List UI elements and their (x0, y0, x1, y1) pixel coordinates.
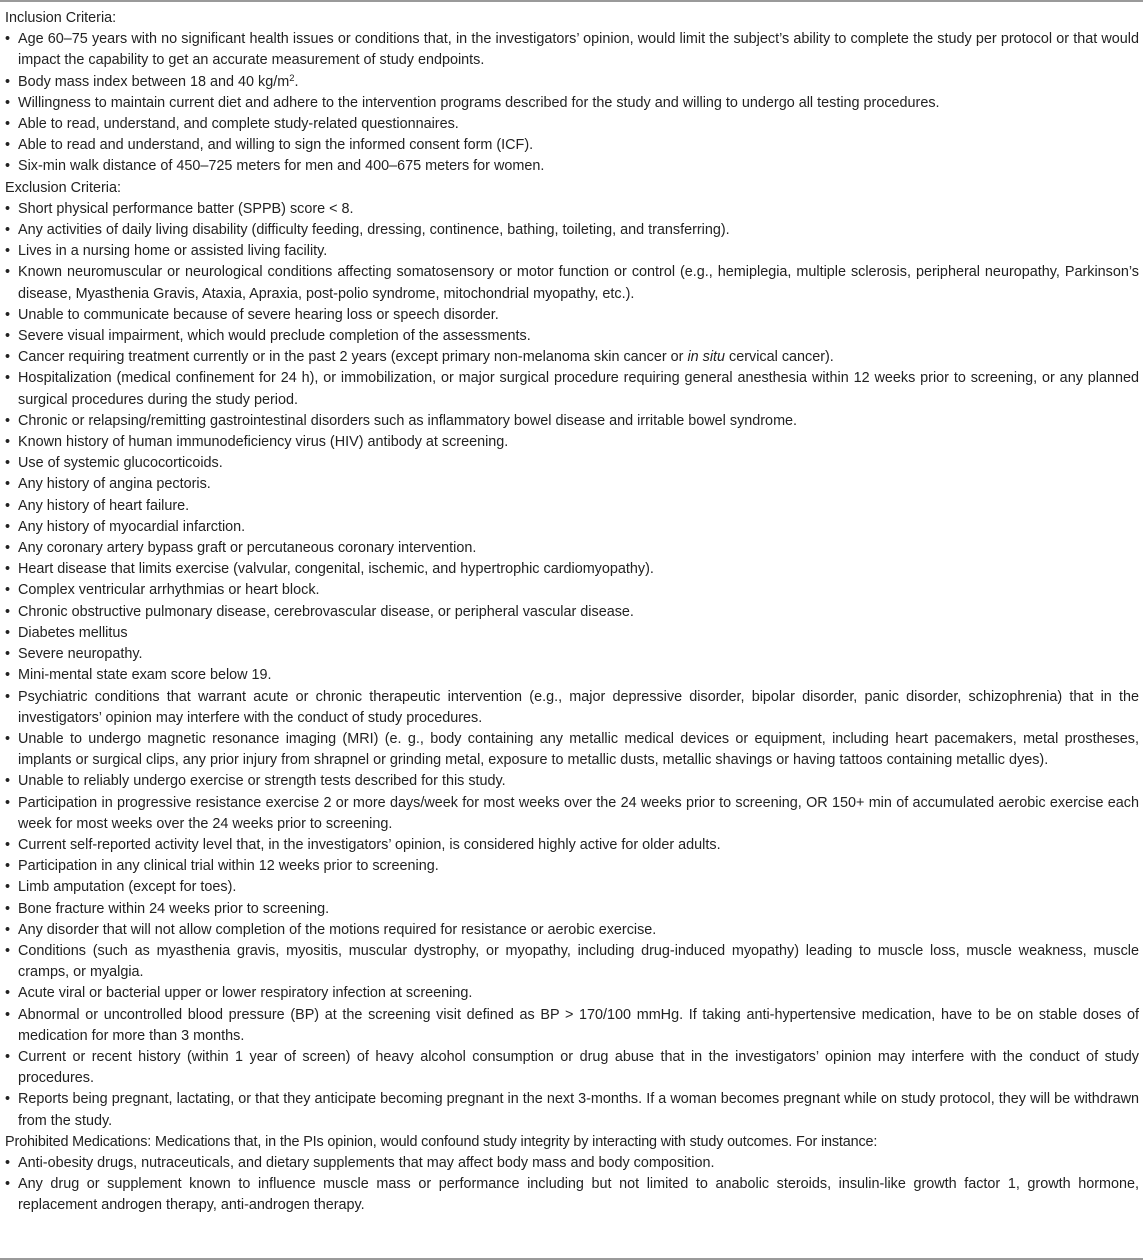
exclusion-heading: Exclusion Criteria: (5, 179, 121, 196)
list-item: • Any activities of daily living disability (difficulty feeding, dressing, continence, bathing, toileting, and transferring). (5, 220, 1139, 241)
list-item: • Current or recent history (within 1 year of screen) of heavy alcohol consumption or drug abuse that in the investigators’ opinion may interfere with the conduct of study procedures. (5, 1048, 1139, 1087)
bullet-icon: • (5, 624, 11, 641)
list-item: • Unable to undergo magnetic resonance imaging (MRI) (e. g., body containing any metallic medical devices or equipment, including heart pacemakers, metal prostheses, implants or surgical clips, any prior injury from shrapnel or grinding metal, exposure to metallic dusts, metallic shavings or having tattoos containing metallic dyes). (5, 730, 1139, 769)
bullet-icon: • (5, 94, 11, 111)
bullet-icon: • (5, 921, 11, 938)
list-item: • Any coronary artery bypass graft or percutaneous coronary intervention. (5, 538, 1139, 559)
bullet-icon: • (5, 31, 11, 48)
list-item: • Six-min walk distance of 450–725 meters for men and 400–675 meters for women. (5, 156, 1139, 177)
bullet-icon: • (5, 1048, 11, 1065)
bullet-icon: • (5, 1091, 11, 1108)
list-item: • Use of systemic glucocorticoids. (5, 453, 1139, 474)
list-item: • Any history of angina pectoris. (5, 474, 1139, 495)
list-item: • Short physical performance batter (SPPB) score < 8. (5, 199, 1139, 220)
list-item: • Conditions (such as myasthenia gravis, myositis, muscular dystrophy, or myopathy, including drug-induced myopathy) leading to muscle loss, muscle weakness, muscle cramps, or myalgia. (5, 942, 1139, 981)
bullet-icon: • (5, 794, 11, 811)
list-item: • Able to read, understand, and complete study-related questionnaires. (5, 114, 1139, 135)
list-item (5, 72, 1139, 93)
list-item: • Any drug or supplement known to influence muscle mass or performance including but not limited to anabolic steroids, insulin-like growth factor 1, growth hormone, replacement androgen therapy, anti-androgen therapy. (5, 1176, 1139, 1214)
prohibited-heading: Prohibited Medications: Medications that, in the PIs opinion, would confound study integrity by interacting with study outcomes. For instance: (5, 1133, 878, 1150)
bullet-icon: • (5, 116, 11, 133)
list-item: • Complex ventricular arrhythmias or heart block. (5, 580, 1139, 601)
bullet-icon: • (5, 306, 11, 323)
bullet-icon: • (5, 900, 11, 917)
list-item: • Participation in any clinical trial within 12 weeks prior to screening. (5, 856, 1139, 877)
bullet-icon: • (5, 1006, 11, 1023)
list-item: • Lives in a nursing home or assisted living facility. (5, 241, 1139, 262)
list-item: • Chronic obstructive pulmonary disease, cerebrovascular disease, or peripheral vascular disease. (5, 602, 1139, 623)
bullet-icon: • (5, 667, 11, 684)
bullet-icon: • (5, 688, 11, 705)
list-item: • Known history of human immunodeficiency virus (HIV) antibody at screening. (5, 432, 1139, 453)
list-item: • Diabetes mellitus (5, 623, 1139, 644)
prohibited-list (5, 1153, 1139, 1217)
bullet-icon: • (5, 582, 11, 599)
list-item: • Unable to reliably undergo exercise or strength tests described for this study. (5, 771, 1139, 792)
bmi-criterion (18, 74, 299, 90)
bullet-icon: • (5, 1176, 11, 1193)
list-item: • Known neuromuscular or neurological conditions affecting somatosensory or motor function or control (e.g., hemiplegia, multiple sclerosis, peripheral neuropathy, Parkinson’s disease, Myasthenia Gravis, Ataxia, Apraxia, post-polio syndrome, mitochondrial myopathy, etc.). (5, 264, 1139, 302)
bullet-icon: • (5, 879, 11, 896)
bullet-icon: • (5, 603, 11, 620)
list-item: • Heart disease that limits exercise (valvular, congenital, ischemic, and hypertrophic cardiomyopathy). (5, 559, 1139, 580)
bullet-icon: • (5, 370, 11, 387)
bullet-icon: • (5, 328, 11, 345)
bullet-icon: • (5, 942, 11, 959)
list-item: • Psychiatric conditions that warrant acute or chronic therapeutic intervention (e.g., major depressive disorder, bipolar disorder, panic disorder, schizophrenia) that in the investigators’ opinion may interfere with the conduct of study procedures. (5, 688, 1139, 726)
bullet-icon: • (5, 222, 11, 239)
bullet-icon: • (5, 540, 11, 557)
bullet-icon: • (5, 412, 11, 429)
list-item: • Bone fracture within 24 weeks prior to screening. (5, 899, 1139, 920)
bullet-icon: • (5, 730, 11, 747)
list-item: • Anti-obesity drugs, nutraceuticals, and dietary supplements that may affect body mass and body composition. (5, 1153, 1139, 1174)
bullet-icon: • (5, 497, 11, 514)
list-item: • Severe visual impairment, which would preclude completion of the assessments. (5, 326, 1139, 347)
bullet-icon: • (5, 518, 11, 535)
bullet-icon: • (5, 455, 11, 472)
bullet-icon: • (5, 985, 11, 1002)
list-item: • Hospitalization (medical confinement for 24 h), or immobilization, or major surgical procedure requiring general anesthesia within 12 weeks prior to screening, or any planned surgical procedures during the study period. (5, 370, 1139, 408)
list-item: • Willingness to maintain current diet and adhere to the intervention programs described for the study and willing to undergo all testing procedures. (5, 93, 1139, 114)
bullet-icon: • (5, 476, 11, 493)
list-item: • Reports being pregnant, lactating, or that they anticipate becoming pregnant in the next 3-months. If a woman becomes pregnant while on study protocol, they will be withdrawn from the study. (5, 1091, 1139, 1129)
bmi-text: Body mass index between 18 and 40 kg/m (18, 73, 290, 90)
bullet-icon: • (5, 773, 11, 790)
bullet-icon: • (5, 434, 11, 451)
bullet-icon: • (5, 158, 11, 175)
list-item: • Mini-mental state exam score below 19. (5, 665, 1139, 686)
list-item: • Any history of myocardial infarction. (5, 517, 1139, 538)
exclusion-list (5, 199, 1139, 1132)
inclusion-heading: Inclusion Criteria: (5, 10, 117, 26)
bullet-icon: • (5, 646, 11, 663)
bmi-superscript: 2 (289, 72, 295, 84)
bullet-icon: • (5, 349, 11, 366)
list-item: • Age 60–75 years with no significant health issues or conditions that, in the investigators’ opinion, would limit the subject’s ability to complete the study per protocol or that would impact the capability to get an accurate measurement of study endpoints. (5, 31, 1139, 69)
list-item: • Acute viral or bacterial upper or lower respiratory infection at screening. (5, 983, 1139, 1004)
list-item: • Cancer requiring treatment currently or in the past 2 years (except primary non-melanoma skin cancer or in situ cervical cancer). (5, 347, 1139, 368)
bullet-icon: • (5, 137, 11, 154)
bullet-icon: • (5, 836, 11, 853)
list-item: • Participation in progressive resistance exercise 2 or more days/week for most weeks over the 24 weeks prior to screening, OR 150+ min of accumulated aerobic exercise each week for most weeks over the 24 weeks prior to screening. (5, 794, 1139, 832)
list-item: • Able to read and understand, and willing to sign the informed consent form (ICF). (5, 135, 1139, 156)
list-item: • Severe neuropathy. (5, 644, 1139, 665)
list-item: • Abnormal or uncontrolled blood pressure (BP) at the screening visit defined as BP > 170/100 mmHg. If taking anti-hypertensive medication, have to be on stable doses of medication for more than 3 months. (5, 1006, 1139, 1044)
inclusion-list (5, 29, 1139, 177)
list-item: • Any disorder that will not allow completion of the motions required for resistance or aerobic exercise. (5, 920, 1139, 941)
list-item: • Chronic or relapsing/remitting gastrointestinal disorders such as inflammatory bowel disease and irritable bowel syndrome. (5, 411, 1139, 432)
bullet-icon: • (5, 73, 11, 90)
list-item: • Unable to communicate because of severe hearing loss or speech disorder. (5, 305, 1139, 326)
list-item: • Any history of heart failure. (5, 496, 1139, 517)
list-item: • Limb amputation (except for toes). (5, 877, 1139, 898)
bullet-icon: • (5, 243, 11, 260)
bullet-icon: • (5, 200, 11, 217)
bullet-icon: • (5, 561, 11, 578)
in-situ-italic: in situ (687, 349, 726, 366)
bullet-icon: • (5, 264, 11, 281)
bullet-icon: • (5, 1154, 11, 1171)
list-item: • Current self-reported activity level that, in the investigators’ opinion, is considered highly active for older adults. (5, 835, 1139, 856)
bmi-tail: . (294, 73, 299, 90)
bullet-icon: • (5, 858, 11, 875)
